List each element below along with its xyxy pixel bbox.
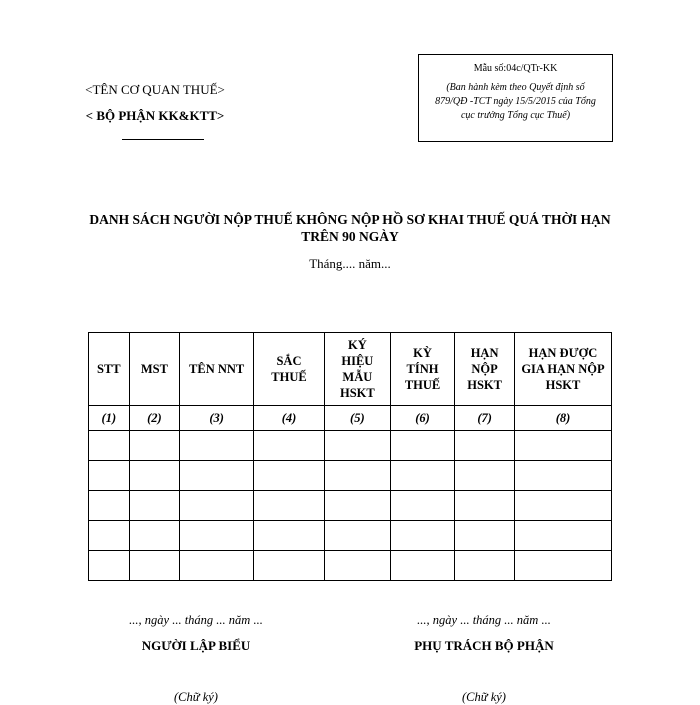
- empty-cell: [254, 551, 325, 581]
- empty-cell: [254, 521, 325, 551]
- empty-cell: [324, 551, 390, 581]
- empty-cell: [514, 461, 611, 491]
- header-row: [89, 333, 612, 406]
- empty-cell: [129, 521, 180, 551]
- empty-cell: [324, 431, 390, 461]
- title-line-2: TRÊN 90 NGÀY: [301, 229, 399, 244]
- empty-cell: [324, 461, 390, 491]
- empty-cell: [455, 521, 515, 551]
- empty-cell: [455, 551, 515, 581]
- report-period: Tháng.... năm...: [309, 256, 391, 271]
- index-cell: (5): [324, 406, 390, 431]
- agency-underline: [122, 139, 204, 140]
- index-cell: (2): [129, 406, 180, 431]
- empty-cell: [254, 461, 325, 491]
- table-row: [89, 431, 612, 461]
- table-row: [89, 461, 612, 491]
- agency-name: <TÊN CƠ QUAN THUẾ>: [85, 82, 225, 97]
- empty-cell: [180, 551, 254, 581]
- header-sac-thue: SẮC THUẾ: [254, 333, 325, 406]
- empty-cell: [129, 461, 180, 491]
- empty-cell: [89, 461, 130, 491]
- title-line-1: DANH SÁCH NGƯỜI NỘP THUẾ KHÔNG NỘP HỒ SƠ KHAI THUẾ QUÁ THỜI HẠN: [89, 212, 611, 227]
- empty-cell: [324, 491, 390, 521]
- empty-cell: [254, 431, 325, 461]
- empty-cell: [390, 551, 454, 581]
- empty-cell: [180, 461, 254, 491]
- empty-cell: [455, 431, 515, 461]
- empty-cell: [455, 491, 515, 521]
- empty-cell: [129, 551, 180, 581]
- department-name: < BỘ PHẬN KK&KTT>: [85, 108, 225, 123]
- index-cell: (6): [390, 406, 454, 431]
- header-han-gia-han: HẠN ĐƯỢC GIA HẠN NỘP HSKT: [514, 333, 611, 406]
- empty-cell: [514, 551, 611, 581]
- empty-cell: [254, 491, 325, 521]
- right-signature-note: (Chữ ký): [462, 690, 506, 704]
- empty-cell: [390, 491, 454, 521]
- empty-cell: [455, 461, 515, 491]
- empty-cell: [390, 431, 454, 461]
- table-row: [89, 521, 612, 551]
- index-row: [89, 406, 612, 431]
- empty-cell: [89, 431, 130, 461]
- index-cell: (4): [254, 406, 325, 431]
- form-note-line2: 879/QĐ -TCT ngày 15/5/2015 của Tổng cục trưởng Tổng cục Thuế): [435, 96, 596, 121]
- taxpayer-table: [88, 332, 612, 581]
- empty-cell: [180, 431, 254, 461]
- empty-cell: [89, 491, 130, 521]
- form-note-line1: (Ban hành kèm theo Quyết định số: [446, 82, 585, 93]
- header-han-nop: HẠN NỘP HSKT: [455, 333, 515, 406]
- empty-cell: [129, 491, 180, 521]
- index-cell: (3): [180, 406, 254, 431]
- form-code-box: [418, 54, 613, 142]
- empty-cell: [324, 521, 390, 551]
- empty-cell: [390, 461, 454, 491]
- table-row: [89, 491, 612, 521]
- empty-cell: [129, 431, 180, 461]
- empty-cell: [390, 521, 454, 551]
- index-cell: (8): [514, 406, 611, 431]
- document-title: [70, 211, 630, 245]
- right-signature-role: PHỤ TRÁCH BỘ PHẬN: [414, 638, 554, 653]
- empty-cell: [89, 521, 130, 551]
- right-signature-date: ..., ngày ... tháng ... năm ...: [417, 613, 551, 627]
- left-signature-date: ..., ngày ... tháng ... năm ...: [129, 613, 263, 627]
- empty-cell: [514, 521, 611, 551]
- left-signature-note: (Chữ ký): [174, 690, 218, 704]
- table-row: [89, 551, 612, 581]
- header-stt: STT: [89, 333, 130, 406]
- empty-cell: [514, 491, 611, 521]
- empty-cell: [514, 431, 611, 461]
- empty-cell: [180, 491, 254, 521]
- header-ky-tinh-thue: KỲ TÍNH THUẾ: [390, 333, 454, 406]
- index-cell: (1): [89, 406, 130, 431]
- empty-cell: [89, 551, 130, 581]
- empty-cell: [180, 521, 254, 551]
- left-signature-role: NGƯỜI LẬP BIỂU: [141, 638, 251, 653]
- header-ky-hieu: KÝ HIỆU MẪU HSKT: [324, 333, 390, 406]
- form-code: Mẫu số:04c/QTr-KK: [473, 63, 558, 74]
- header-ten-nnt: TÊN NNT: [180, 333, 254, 406]
- index-cell: (7): [455, 406, 515, 431]
- header-mst: MST: [129, 333, 180, 406]
